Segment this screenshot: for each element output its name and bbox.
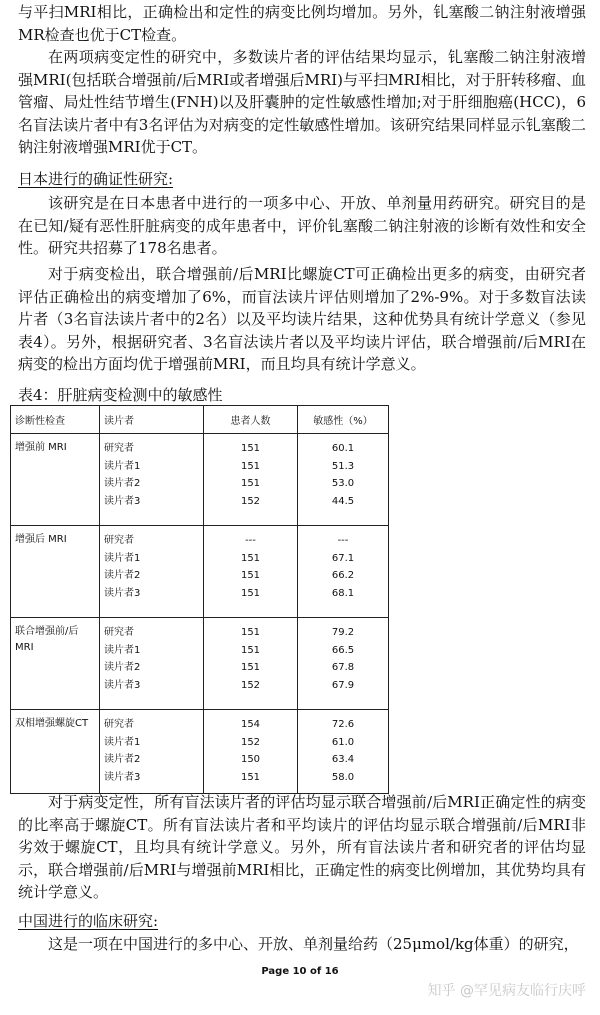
- exam-cell: 联合增强前/后MRI: [11, 618, 100, 710]
- patients-value: 151: [240, 644, 261, 656]
- patients-cell: [204, 434, 298, 526]
- sensitivity-value: 61.0: [331, 736, 355, 748]
- sensitivity-value: 58.0: [331, 771, 355, 783]
- header-reader: 读片者: [100, 406, 204, 434]
- reader-value: 读片者3: [104, 587, 141, 599]
- sensitivity-value: 63.4: [331, 754, 355, 766]
- sensitivity-value: 51.3: [331, 460, 355, 472]
- sensitivity-value: 66.5: [331, 644, 355, 656]
- sensitivity-value: 72.6: [331, 719, 355, 730]
- footer-total-pages: 16: [324, 966, 339, 977]
- reader-value: 研究者: [104, 627, 134, 638]
- section-heading-china: 中国进行的临床研究:: [18, 912, 159, 930]
- header-spacer: [389, 406, 575, 434]
- patients-value: 152: [240, 736, 261, 748]
- table-header-row: [11, 406, 575, 434]
- footer-page-number: 10: [292, 966, 307, 977]
- reader-value: 读片者2: [104, 478, 141, 490]
- table-caption: 表4：肝脏病变检测中的敏感性: [18, 386, 223, 404]
- paragraph-characterization-result: 对于病变定性，所有盲法读片者的评估均显示联合增强前/后MRI正确定性的病变的比率高于螺旋CT。所有盲法读片者和平均读片的评估均显示联合增强前/后MRI非劣效于螺旋CT，且均具有统计学意义。另外，所有盲法读片者和研究者的评估均显示，联合增强前/后MRI与增强前MRI相比，正确定性的病变比例增加，其优势均具有统计学意义。: [18, 793, 586, 901]
- paragraph-china-study: 这是一项在中国进行的多中心、开放、单剂量给药（25μmol/kg体重）的研究，: [48, 935, 579, 953]
- table-row: [11, 710, 575, 794]
- patients-value: 151: [240, 552, 261, 564]
- paragraph-japan-study: 该研究是在日本患者中进行的一项多中心、开放、单剂量用药研究。研究目的是在已知/疑有恶性肝脏病变的成年患者中，评价钆塞酸二钠注射液的诊断有效性和安全性。研究共招募了178名患者。: [18, 194, 586, 257]
- row-spacer: [389, 526, 575, 618]
- exam-cell: 双相增强螺旋CT: [11, 710, 100, 794]
- sensitivity-cell: [298, 710, 389, 794]
- reader-value: 读片者1: [104, 552, 141, 564]
- sensitivity-value: 67.1: [331, 552, 355, 564]
- sensitivity-value: 66.2: [331, 570, 355, 582]
- reader-value: 读片者1: [104, 644, 141, 656]
- patients-value: 152: [240, 495, 261, 507]
- reader-value: 读片者3: [104, 771, 141, 783]
- exam-cell: 增强前 MRI: [11, 434, 100, 526]
- sensitivity-value: 67.8: [331, 662, 355, 674]
- reader-cell: [100, 618, 204, 710]
- patients-value: 151: [240, 443, 261, 454]
- sensitivity-value: ---: [337, 535, 349, 546]
- reader-cell: [100, 526, 204, 618]
- watermark: 知乎 @罕见病友临行庆呼: [427, 983, 586, 999]
- table-row: [11, 618, 575, 710]
- row-spacer: [389, 434, 575, 526]
- patients-value: 151: [240, 662, 261, 674]
- patients-value: 151: [240, 570, 261, 582]
- sensitivity-value: 79.2: [331, 627, 355, 638]
- paragraph-intro: 与平扫MRI相比，正确检出和定性的病变比例均增加。另外，钆塞酸二钠注射液增强MR检查也优于CT检查。: [18, 3, 586, 44]
- patients-cell: [204, 618, 298, 710]
- exam-cell: 增强后 MRI: [11, 526, 100, 618]
- reader-value: 研究者: [104, 719, 134, 730]
- reader-cell: [100, 434, 204, 526]
- sensitivity-value: 67.9: [331, 679, 355, 691]
- header-sensitivity: 敏感性（%）: [298, 406, 389, 434]
- sensitivity-cell: [298, 618, 389, 710]
- reader-value: 读片者1: [104, 736, 141, 748]
- sensitivity-value: 44.5: [331, 495, 355, 507]
- row-spacer: [389, 710, 575, 794]
- reader-value: 读片者2: [104, 662, 141, 674]
- patients-value: 151: [240, 478, 261, 490]
- footer-of: of: [310, 966, 322, 977]
- table-row: [11, 526, 575, 618]
- reader-value: 研究者: [104, 535, 134, 546]
- patients-value: 151: [240, 627, 261, 638]
- patients-cell: [204, 526, 298, 618]
- reader-cell: [100, 710, 204, 794]
- sensitivity-cell: [298, 434, 389, 526]
- section-heading-japan: 日本进行的确证性研究:: [18, 170, 174, 188]
- reader-value: 研究者: [104, 443, 134, 454]
- reader-value: 读片者3: [104, 495, 141, 507]
- reader-value: 读片者1: [104, 460, 141, 472]
- footer-page-label: Page: [261, 966, 290, 977]
- row-spacer: [389, 618, 575, 710]
- patients-value: 151: [240, 460, 261, 472]
- patients-value: 152: [240, 679, 261, 691]
- patients-value: 151: [240, 587, 261, 599]
- table-row: [11, 434, 575, 526]
- sensitivity-value: 53.0: [331, 478, 355, 490]
- patients-value: 154: [240, 719, 261, 730]
- paragraph-characterization: 在两项病变定性的研究中，多数读片者的评估结果均显示，钆塞酸二钠注射液增强MRI(包括联合增强前/后MRI或者增强后MRI)与平扫MRI相比，对于肝转移瘤、血管瘤、局灶性结节增生(FNH)以及肝囊肿的定性敏感性增加;对于肝细胞癌(HCC)，6名盲法读片者中有3名评估为对病变的定性敏感性增加。该研究结果同样显示钆塞酸二钠注射液增强MRI优于CT。: [18, 48, 586, 156]
- reader-value: 读片者2: [104, 754, 141, 766]
- patients-cell: [204, 710, 298, 794]
- sensitivity-cell: [298, 526, 389, 618]
- sensitivity-value: 60.1: [331, 443, 355, 454]
- sensitivity-value: 68.1: [331, 587, 355, 599]
- sensitivity-table: [10, 405, 574, 794]
- patients-value: 150: [240, 754, 261, 766]
- patients-value: ---: [245, 535, 256, 546]
- header-patients: 患者人数: [204, 406, 298, 434]
- paragraph-detection: 对于病变检出，联合增强前/后MRI比螺旋CT可正确检出更多的病变，由研究者评估正确检出的病变增加了6%，而盲法读片评估则增加了2%-9%。对于多数盲法读片者（3名盲法读片者中的2名）以及平均读片结果，这种优势具有统计学意义（参见表4）。另外，根据研究者、3名盲法读片者以及平均读片评估，联合增强前/后MRI在病变的检出方面均优于增强前MRI，而且均具有统计学意义。: [18, 265, 586, 373]
- page-footer: [0, 966, 600, 977]
- patients-value: 151: [240, 771, 261, 783]
- reader-value: 读片者3: [104, 679, 141, 691]
- header-exam: 诊断性检查: [11, 406, 100, 434]
- reader-value: 读片者2: [104, 570, 141, 582]
